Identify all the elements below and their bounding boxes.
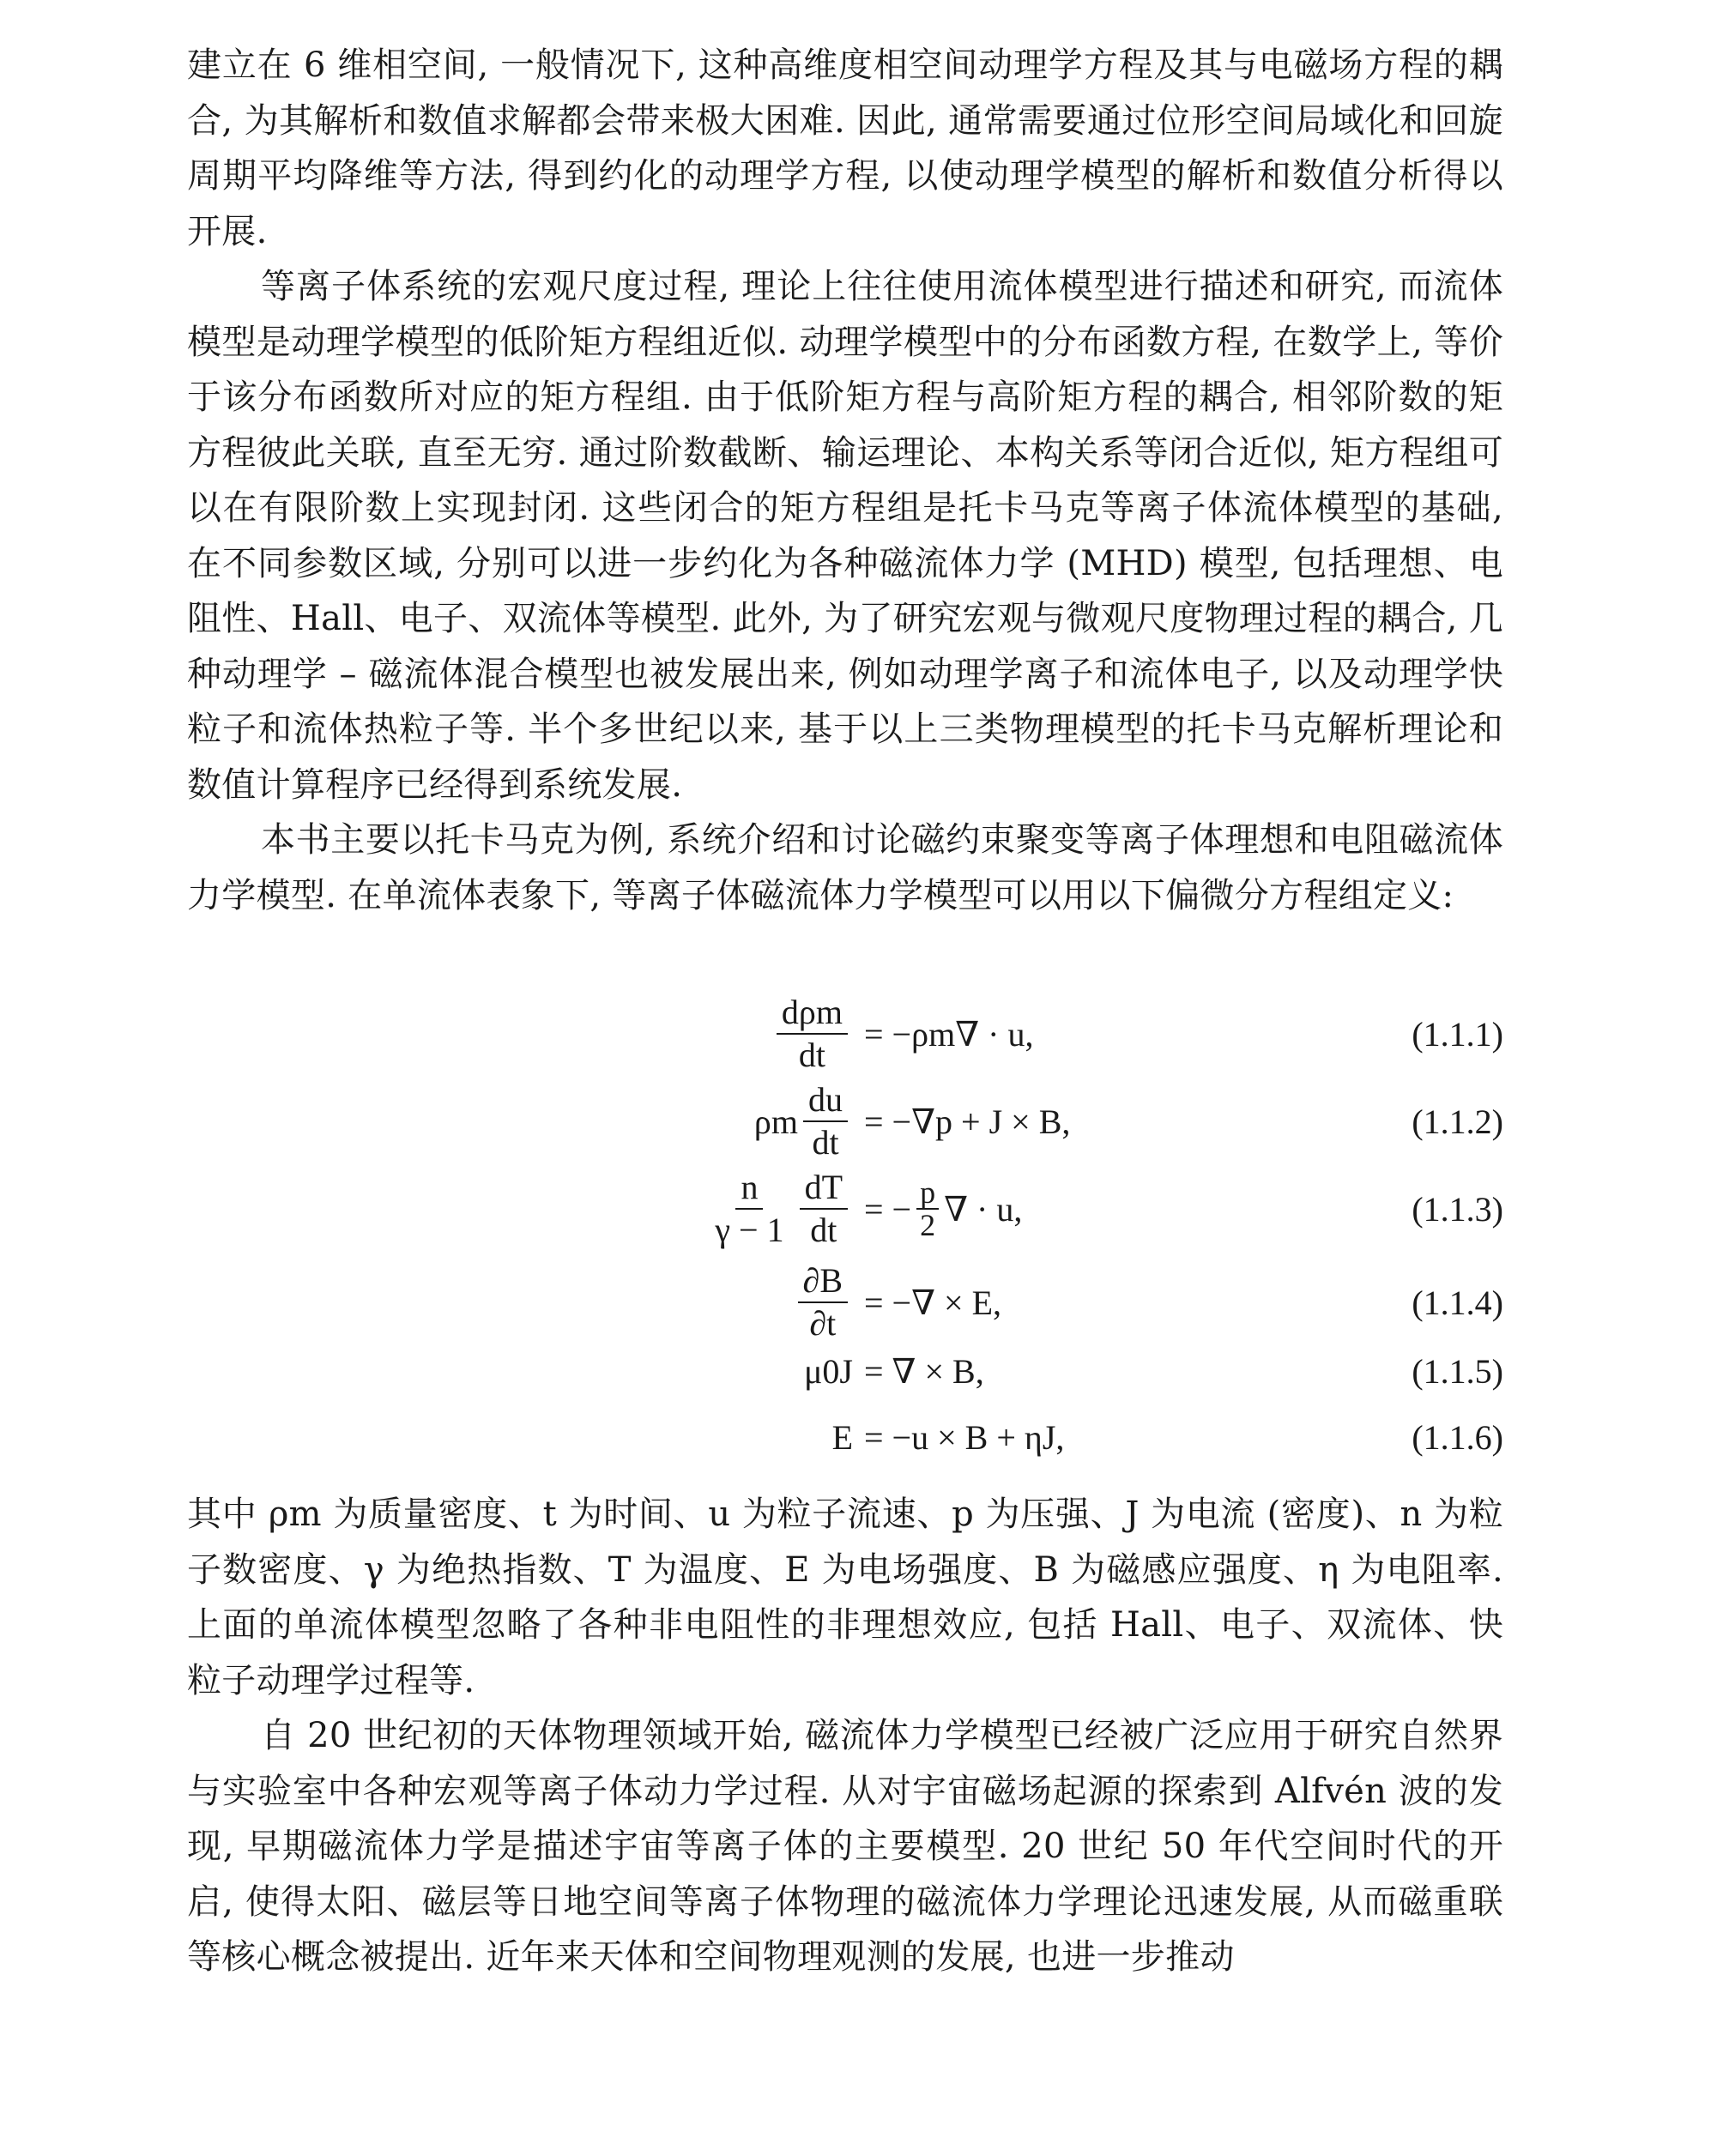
equation-lhs — [793, 1261, 853, 1343]
equation-number: (1.1.6) — [1412, 1417, 1503, 1457]
fraction-numerator: dT — [800, 1169, 848, 1210]
fraction-numerator: ∂B — [798, 1262, 848, 1303]
equation-1-1-2 — [601, 1080, 1503, 1162]
fraction-denominator: 2 — [920, 1208, 936, 1242]
equation-number: (1.1.1) — [1412, 1014, 1503, 1054]
fraction-denominator: ∂t — [809, 1304, 837, 1343]
paragraph-history: 自 20 世纪初的天体物理领域开始, 磁流体力学模型已经被广泛应用于研究自然界与实验室中各种宏观等离子体动力学过程. 从对宇宙磁场起源的探索到 Alfvén 波的发现, 早期磁流体力学是描述宇宙等离子体的主要模型. 20 世纪 50 年代空间时代的开启, 使得太阳、磁层等日地空间等离子体物理的磁流体力学理论迅速发展, 从而磁重联等核心概念被提出. 近年来天体和空间物理观测的发展, 也进一步推动 — [187, 1716, 1503, 1977]
equation-1-1-6 — [601, 1398, 1503, 1476]
paragraph-variable-definitions: 其中 ρm 为质量密度、t 为时间、u 为粒子流速、p 为压强、J 为电流 (密度)、n 为粒子数密度、γ 为绝热指数、T 为温度、E 为电场强度、B 为磁感应强度、η 为电阻率. 上面的单流体模型忽略了各种非电阻性的非理想效应, 包括 Hall、电子、双流体、快粒子动理学过程等. — [187, 1495, 1503, 1700]
equation-number: (1.1.4) — [1412, 1283, 1503, 1322]
equation-rhs: = −∇p + J × B, — [864, 1102, 1071, 1141]
equation-number: (1.1.2) — [1412, 1102, 1503, 1141]
fraction — [803, 1081, 848, 1162]
equation-1-1-4 — [601, 1261, 1503, 1343]
fraction — [916, 1177, 939, 1241]
equation-prefix: ρm — [753, 1102, 798, 1141]
fraction-denominator: dt — [798, 1036, 826, 1074]
equation-1-1-1 — [601, 995, 1503, 1072]
fraction-numerator: du — [803, 1081, 848, 1122]
fraction-denominator: γ − 1 — [715, 1211, 784, 1249]
fraction-denominator: dt — [810, 1211, 837, 1249]
paragraph-book-scope: 本书主要以托卡马克为例, 系统介绍和讨论磁约束聚变等离子体理想和电阻磁流体力学模型. 在单流体表象下, 等离子体磁流体力学模型可以用以下偏微分方程组定义: — [187, 820, 1503, 915]
fraction — [710, 1169, 789, 1249]
equation-rhs-suffix: ∇ · u, — [944, 1189, 1023, 1229]
equation-number: (1.1.3) — [1412, 1189, 1503, 1229]
equation-rhs-prefix: = − — [864, 1189, 912, 1229]
equation-rhs: = −u × B + ηJ, — [864, 1417, 1065, 1457]
equation-lhs: E — [831, 1417, 853, 1457]
equation-1-1-3 — [601, 1170, 1503, 1247]
fraction-numerator: n — [735, 1169, 763, 1210]
equation-number: (1.1.5) — [1412, 1351, 1503, 1391]
fraction-numerator: dρm — [777, 993, 848, 1035]
equation-rhs — [864, 1170, 1022, 1247]
equation-rhs: = ∇ × B, — [864, 1351, 984, 1391]
paragraph-intro-continuation: 建立在 6 维相空间, 一般情况下, 这种高维度相空间动理学方程及其与电磁场方程的耦合, 为其解析和数值求解都会带来极大困难. 因此, 通常需要通过位形空间局域化和回旋周期平均降维等方法, 得到约化的动理学方程, 以使动理学模型的解析和数值分析得以开展. — [187, 45, 1503, 251]
equation-lhs — [753, 1080, 853, 1162]
equation-lhs — [704, 1170, 853, 1247]
equation-lhs — [771, 995, 853, 1072]
fraction — [798, 1262, 848, 1343]
equation-rhs: = −∇ × E, — [864, 1283, 1002, 1322]
fraction-numerator: p — [916, 1177, 939, 1210]
fraction — [777, 993, 848, 1074]
fraction-denominator: dt — [812, 1123, 839, 1162]
fraction — [800, 1169, 848, 1249]
equation-rhs: = −ρm∇ · u, — [864, 1014, 1034, 1054]
paragraph-fluid-models: 等离子体系统的宏观尺度过程, 理论上往往使用流体模型进行描述和研究, 而流体模型是动理学模型的低阶矩方程组近似. 动理学模型中的分布函数方程, 在数学上, 等价于该分布函数所对应的矩方程组. 由于低阶矩方程与高阶矩方程的耦合, 相邻阶数的矩方程彼此关联, 直至无穷. 通过阶数截断、输运理论、本构关系等闭合近似, 矩方程组可以在有限阶数上实现封闭. 这些闭合的矩方程组是托卡马克等离子体流体模型的基础, 在不同参数区域, 分别可以进一步约化为各种磁流体力学 (MHD) 模型, 包括理想、电阻性、Hall、电子、双流体等模型. 此外, 为了研究宏观与微观尺度物理过程的耦合, 几种动理学 – 磁流体混合模型也被发展出来, 例如动理学离子和流体电子, 以及动理学快粒子和流体热粒子等. 半个多世纪以来, 基于以上三类物理模型的托卡马克解析理论和数值计算程序已经得到系统发展. — [187, 267, 1503, 805]
equation-lhs: μ0J — [803, 1351, 853, 1391]
